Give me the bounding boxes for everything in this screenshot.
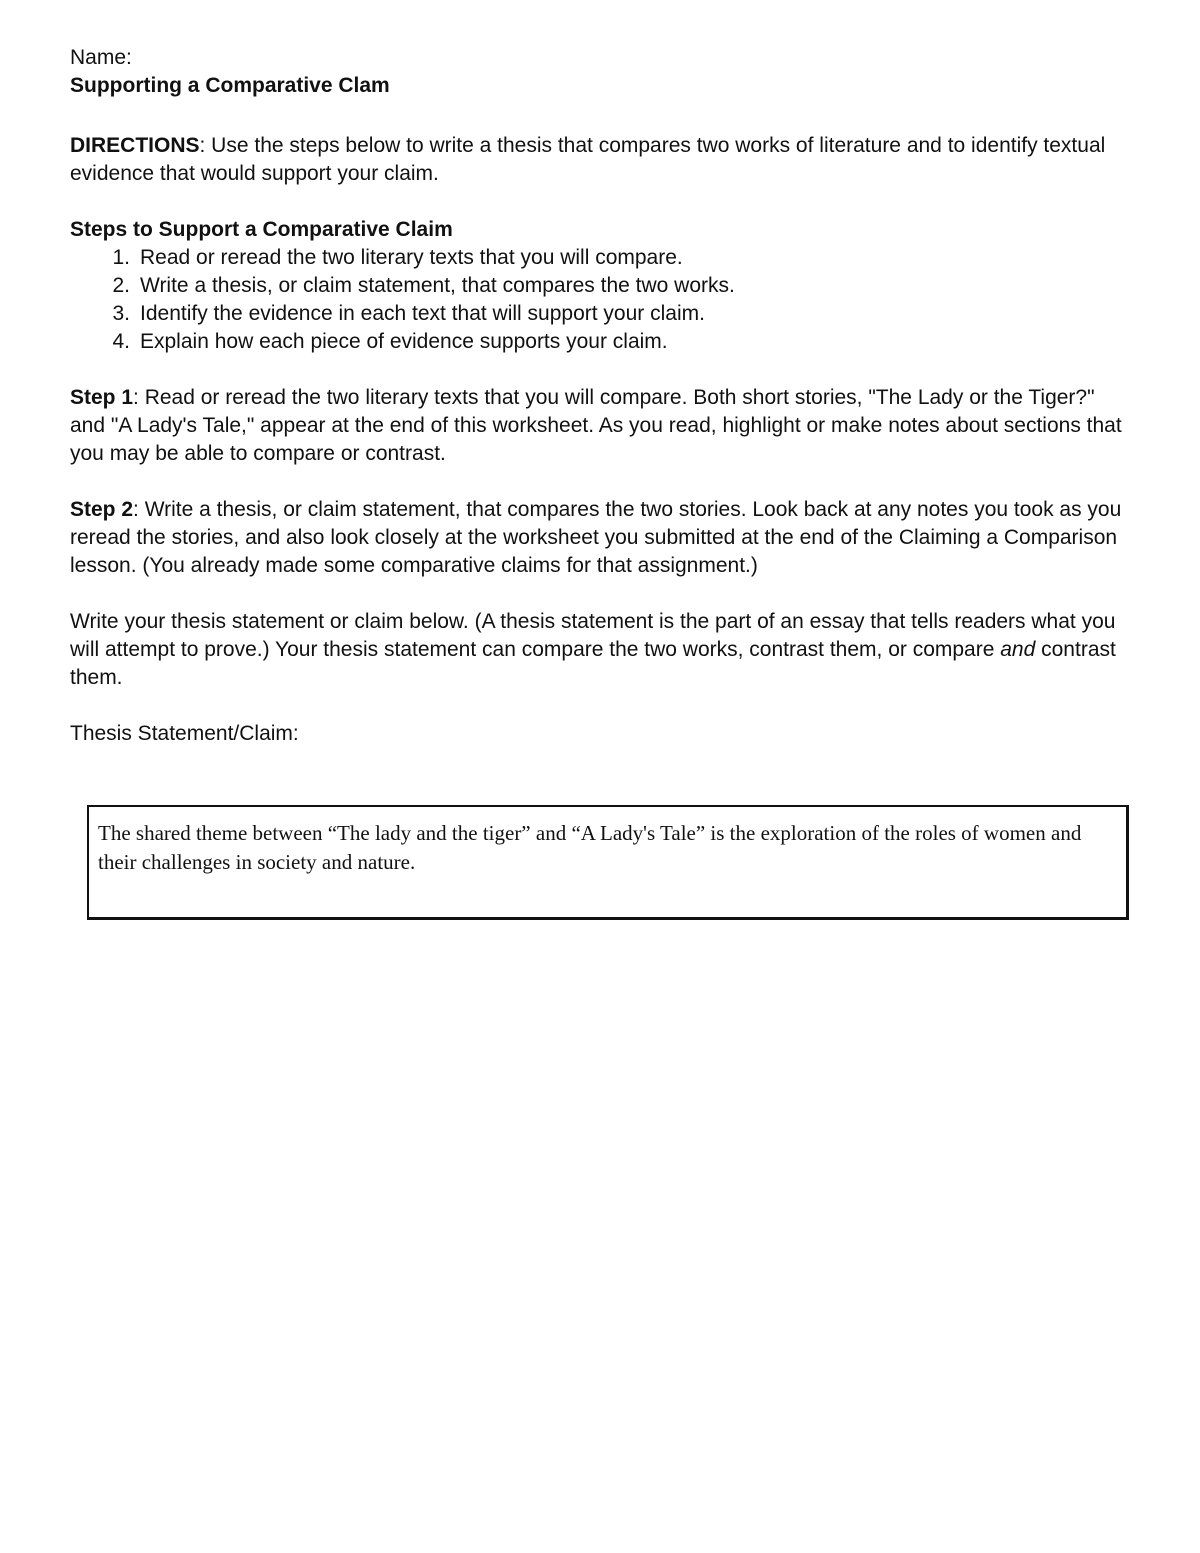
step-text: Explain how each piece of evidence supports your claim. [140, 330, 668, 353]
spacer [70, 356, 1130, 384]
thesis-answer-box[interactable] [87, 805, 1129, 920]
step2-text: : Write a thesis, or claim statement, that compares the two stories. Look back at any notes you took as you reread the stories, and also look closely at the worksheet you submitted at the end of the Claiming a Comparison lesson. (You already made some comparative claims for that assignment.) [70, 498, 1122, 577]
list-item [70, 300, 1130, 328]
step-number: 3. [112, 302, 130, 325]
spacer [70, 468, 1130, 496]
name-label: Name: [70, 46, 132, 69]
thesis-label: Thesis Statement/Claim: [70, 722, 299, 745]
steps-heading: Steps to Support a Comparative Claim [70, 218, 453, 241]
worksheet-page [70, 44, 1130, 748]
step2-label: Step 2 [70, 498, 134, 521]
list-item [70, 244, 1130, 272]
step-text: Identify the evidence in each text that will support your claim. [140, 302, 705, 325]
directions-text: : Use the steps below to write a thesis that compares two works of literature and to identify textual evidence that would support your claim. [70, 134, 1106, 185]
step1-paragraph [70, 384, 1130, 468]
worksheet-title: Supporting a Comparative Clam [70, 74, 390, 97]
step-text: Read or reread the two literary texts that you will compare. [140, 246, 683, 269]
directions-label: DIRECTIONS [70, 134, 200, 157]
thesis-instructions-text: Write your thesis statement or claim below. (A thesis statement is the part of an essay that tells readers what you will attempt to prove.) Your thesis statement can compare the two works, contrast them, or compare [70, 610, 1116, 661]
spacer [70, 580, 1130, 608]
step2-paragraph [70, 496, 1130, 580]
spacer [70, 692, 1130, 720]
step1-text: : Read or reread the two literary texts that you will compare. Both short stories, "The Lady or the Tiger?" and "A Lady's Tale," appear at the end of this worksheet. As you read, highlight or make notes about sections that you may be able to compare or contrast. [70, 386, 1122, 465]
list-item [70, 272, 1130, 300]
spacer [70, 188, 1130, 216]
step-number: 2. [112, 274, 130, 297]
thesis-instructions-emphasis: and [1000, 638, 1036, 661]
thesis-instructions-end: contrast them. [70, 638, 1116, 689]
step-text: Write a thesis, or claim statement, that compares the two works. [140, 274, 735, 297]
steps-list [70, 244, 1130, 356]
step1-label: Step 1 [70, 386, 134, 409]
step-number: 1. [112, 246, 130, 269]
directions-paragraph [70, 132, 1130, 188]
list-item [70, 328, 1130, 356]
step-number: 4. [112, 330, 130, 353]
thesis-answer-text: The shared theme between “The lady and the tiger” and “A Lady's Tale” is the exploration of the roles of women and their challenges in society and nature. [98, 821, 1082, 874]
spacer [70, 100, 1130, 128]
thesis-instructions-paragraph [70, 608, 1130, 692]
